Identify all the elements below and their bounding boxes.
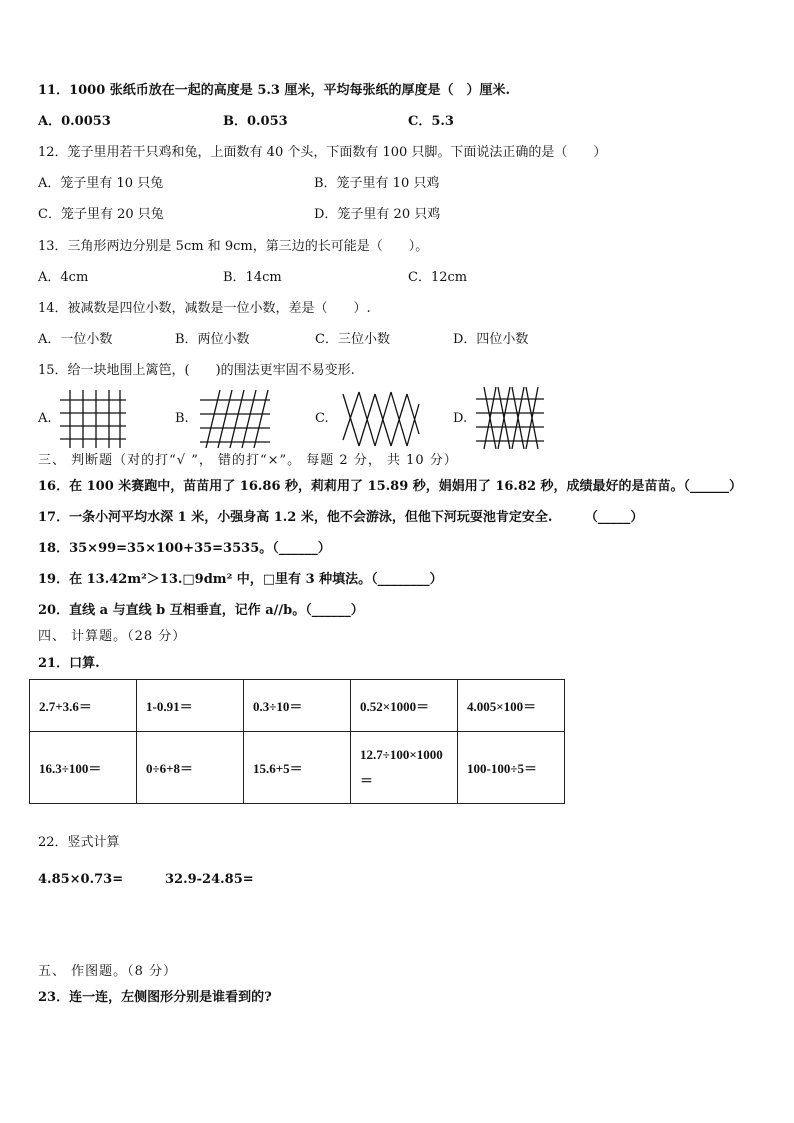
q15-option-c[interactable]: C.: [315, 411, 329, 426]
vertical-calc-item: 4.85×0.73=: [38, 872, 124, 887]
q12-option-c[interactable]: C．笼子里有 20 只兔: [38, 207, 164, 222]
mental-math-table: [29, 679, 565, 804]
q12-option-d[interactable]: D．笼子里有 20 只鸡: [314, 207, 441, 222]
section-5-heading: 五、 作图题。（8 分）: [38, 964, 178, 979]
q13-option-b[interactable]: B．14cm: [223, 270, 282, 285]
question-18: 18．35×99=35×100+35=3535。（______）: [38, 541, 331, 556]
table-cell: 100-100÷5＝: [458, 732, 565, 804]
table-cell: 0÷6+8＝: [137, 732, 244, 804]
q14-option-a[interactable]: A．一位小数: [38, 332, 113, 347]
table-row: [30, 732, 565, 804]
table-cell: 16.3÷100＝: [30, 732, 137, 804]
table-cell: 15.6+5＝: [244, 732, 351, 804]
table-cell: 0.52×1000＝: [351, 680, 458, 732]
zigzag-fence-icon[interactable]: [341, 390, 421, 448]
q14-option-b[interactable]: B．两位小数: [175, 332, 250, 347]
q14-option-c[interactable]: C．三位小数: [315, 332, 390, 347]
question-13-stem: 13．三角形两边分别是 5cm 和 9cm，第三边的长可能是（ ）。: [38, 239, 429, 254]
crossed-diagonal-fence-icon[interactable]: [476, 387, 544, 449]
section-3-heading: 三、 判断题（对的打“√ ”， 错的打“×”。 每题 2 分， 共 10 分）: [38, 453, 458, 468]
q15-option-b[interactable]: B.: [175, 411, 189, 426]
slanted-parallel-fence-icon[interactable]: [200, 390, 270, 448]
q13-option-a[interactable]: A．4cm: [38, 270, 89, 285]
q11-option-c[interactable]: C．5.3: [408, 114, 454, 129]
q11-option-a[interactable]: A．0.0053: [38, 114, 111, 129]
q15-option-d[interactable]: D.: [453, 411, 468, 426]
question-15-stem: 15．给一块地围上篱笆，( )的围法更牢固不易变形.: [38, 363, 355, 378]
section-4-heading: 四、 计算题。（28 分）: [38, 629, 187, 644]
square-grid-fence-icon[interactable]: [60, 390, 126, 448]
question-17: 17．一条小河平均水深 1 米，小强身高 1.2 米，他不会游泳，但他下河玩耍池肯定安全. （_____）: [38, 510, 644, 525]
question-19: 19．在 13.42m²＞13.□9dm² 中，□里有 3 种填法。（________）: [38, 572, 443, 587]
question-22-title: 22．竖式计算: [38, 835, 120, 850]
question-16: 16．在 100 米赛跑中，苗苗用了 16.86 秒，莉莉用了 15.89 秒，娟娟用了 16.82 秒，成绩最好的是苗苗。（______）: [38, 479, 743, 494]
question-21-title: 21．口算.: [38, 656, 100, 671]
vertical-calc-item: 32.9-24.85=: [165, 872, 254, 887]
table-cell: 1-0.91＝: [137, 680, 244, 732]
q14-option-d[interactable]: D．四位小数: [453, 332, 529, 347]
q15-option-a[interactable]: A.: [38, 411, 52, 426]
question-23: 23．连一连，左侧图形分别是谁看到的?: [38, 990, 272, 1005]
question-12-stem: 12．笼子里用若干只鸡和兔，上面数有 40 个头，下面数有 100 只脚。下面说法正确的是（ ）: [38, 145, 607, 160]
table-row: [30, 680, 565, 732]
question-20: 20．直线 a 与直线 b 互相垂直，记作 a//b。（______）: [38, 603, 364, 618]
question-14-stem: 14．被减数是四位小数，减数是一位小数，差是（ ）.: [38, 301, 371, 316]
question-11-stem: 11．1000 张纸币放在一起的高度是 5.3 厘米，平均每张纸的厚度是（ ）厘米.: [38, 83, 510, 98]
q11-option-b[interactable]: B．0.053: [223, 114, 288, 129]
table-cell: 2.7+3.6＝: [30, 680, 137, 732]
table-cell: 12.7÷100×1000＝: [351, 732, 458, 804]
q13-option-c[interactable]: C．12cm: [408, 270, 468, 285]
table-cell: 4.005×100＝: [458, 680, 565, 732]
q12-option-b[interactable]: B．笼子里有 10 只鸡: [314, 176, 440, 191]
table-cell: 0.3÷10＝: [244, 680, 351, 732]
q12-option-a[interactable]: A．笼子里有 10 只兔: [38, 176, 164, 191]
